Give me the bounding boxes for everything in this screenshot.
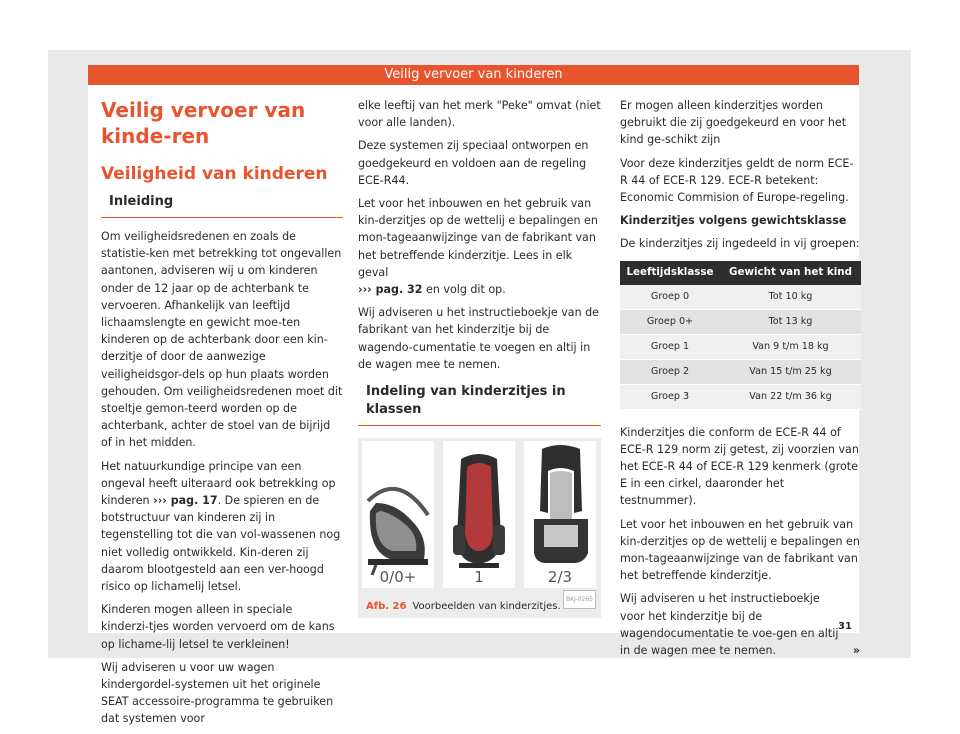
group1-seat-illustration: [443, 441, 515, 588]
weight-class-table: [620, 261, 861, 410]
table-cell: Van 22 t/m 36 kg: [720, 384, 861, 409]
text: Let voor het inbouwen en het gebruik van kin-derzitjes op de wettelij e bepalingen en mon-tageaanwijzinge van de fabrikant van het betreffende kinderzitje. Lees in elk geval: [358, 197, 598, 279]
figure-child-seats: [358, 438, 601, 618]
paragraph: Om veiligheidsredenen en zoals de statistie-ken met betrekking tot ongevallen aantonen, adviseren wij u om kinderen onder de 12 jaar op de achterbank te vervoeren. Afhankelijk van leeftijd lichaamslengte en gewicht moe-ten kinderen op de achterbank door een kin-derzitje of door de aanwezige veiligheidsgor-dels op hun plaats worden gehouden. Om veiligheidsredenen moet dit stoeltje gemon-teerd worden op de achterbank, achter de stoel van de bijrijd of in het midden.: [101, 230, 343, 450]
page-reference-link[interactable]: ››› pag. 32: [358, 283, 423, 297]
figure-label: Afb. 26: [366, 601, 407, 613]
section-title: Veiligheid van kinderen: [101, 164, 328, 184]
page-number: 31: [838, 621, 852, 632]
subsection-title: Indeling van kinderzitjes in klassen: [358, 383, 601, 426]
booster-seat-illustration: [524, 441, 596, 588]
text: en volg dit op.: [422, 283, 506, 297]
page-reference-link[interactable]: ››› pag. 17: [153, 494, 218, 508]
chapter-title: Veilig vervoer van kinde-ren: [101, 98, 306, 148]
continue-mark: »: [852, 644, 860, 658]
infant-seat-illustration: [362, 441, 434, 588]
table-cell: Groep 0: [620, 285, 720, 310]
table-cell: Van 15 t/m 25 kg: [720, 359, 861, 384]
paragraph: Let voor het inbouwen en het gebruik van kin-derzitjes op de wettelij e bepalingen en mon-tageaanwijzinge van de fabrikant van het betreffende kinderzitje.: [620, 517, 860, 583]
paragraph: [101, 458, 343, 596]
table-cell: Groep 1: [620, 334, 720, 359]
seat-panel-group1: [443, 441, 515, 588]
seat-group-label: 1: [474, 567, 484, 586]
paragraph: Wij adviseren u het instructieboekje van de fabrikant van het kinderzitje bij de wagendo-cumentatie te voegen en altij in de wagen mee te nemen.: [358, 306, 599, 371]
column-2: [358, 97, 601, 618]
seat-panel-booster: [524, 441, 596, 588]
table-row: [620, 384, 861, 409]
text: . De spieren en de botstructuur van kinderen zij in tegenstelling tot die van vol-wassenen nog niet volledig ontwikkeld. Kin-deren zij daarom blootgesteld aan een ver-hoogd risico op lichamelij letsel.: [101, 494, 341, 594]
figure-code: BKJ-0265: [563, 590, 596, 609]
paragraph: Wij adviseren u voor uw wagen kindergordel-systemen uit het originele SEAT accessoire-programma te gebruiken dat systemen voor: [101, 660, 334, 726]
table-cell: Groep 3: [620, 384, 720, 409]
column-header: Leeftijdsklasse: [620, 261, 720, 285]
seat-panel-infant: [362, 441, 434, 588]
paragraph: [358, 195, 601, 298]
seat-group-label: 0/0+: [379, 567, 417, 586]
paragraph: Er mogen alleen kinderzitjes worden gebruikt die zij goedgekeurd en voor het kind ge-schikt zijn: [620, 99, 847, 147]
table-row: [620, 359, 861, 384]
table-cell: Groep 2: [620, 359, 720, 384]
text: Wij adviseren u het instructieboekje voor het kinderzitje bij de wagendocumentatie te voe-gen en altij in de wagen mee te nemen.: [620, 592, 839, 658]
paragraph: Deze systemen zij speciaal ontworpen en goedgekeurd en voldoen aan de regeling ECE-R44.: [358, 139, 589, 187]
table-row: [620, 309, 861, 334]
column-header: Gewicht van het kind: [720, 261, 861, 285]
table-cell: Tot 10 kg: [720, 285, 861, 310]
table-heading: Kinderzitjes volgens gewichtsklasse: [620, 214, 847, 228]
seat-group-label: 2/3: [547, 567, 573, 586]
table-cell: Tot 13 kg: [720, 309, 861, 334]
running-header: Veilig vervoer van kinderen: [88, 65, 859, 85]
paragraph: Voor deze kinderzitjes geldt de norm ECE-R 44 of ECE-R 129. ECE-R betekent: Economic Commision of Europe-regeling.: [620, 156, 854, 205]
table-row: [620, 285, 861, 310]
table-row: [620, 334, 861, 359]
table-cell: Van 9 t/m 18 kg: [720, 334, 861, 359]
column-1: [101, 97, 343, 734]
paragraph: Kinderzitjes die conform de ECE-R 44 of ECE-R 129 norm zij getest, zij voorzien van het ECE-R 44 of ECE-R 129 kenmerk (grote E in een cirkel, daaronder het testnummer).: [620, 425, 859, 508]
figure-caption: [366, 600, 561, 614]
column-3: [620, 97, 860, 665]
caption-text: Voorbeelden van kinderzitjes.: [412, 601, 561, 613]
table-cell: Groep 0+: [620, 309, 720, 334]
paragraph: elke leeftij van het merk "Peke" omvat (niet voor alle landen).: [358, 99, 601, 130]
text: Het natuurkundige principe van een ongeval heeft uiteraard ook betrekking op kinderen: [101, 459, 336, 508]
paragraph: Kinderen mogen alleen in speciale kinderzi-tjes worden vervoerd om de kans op lichame-lij letsel te verkleinen!: [101, 603, 335, 651]
paragraph: [620, 590, 860, 659]
table-header-row: [620, 261, 861, 285]
paragraph: De kinderzitjes zij ingedeeld in vij groepen:: [620, 237, 860, 251]
subsection-title: Inleiding: [101, 193, 343, 218]
